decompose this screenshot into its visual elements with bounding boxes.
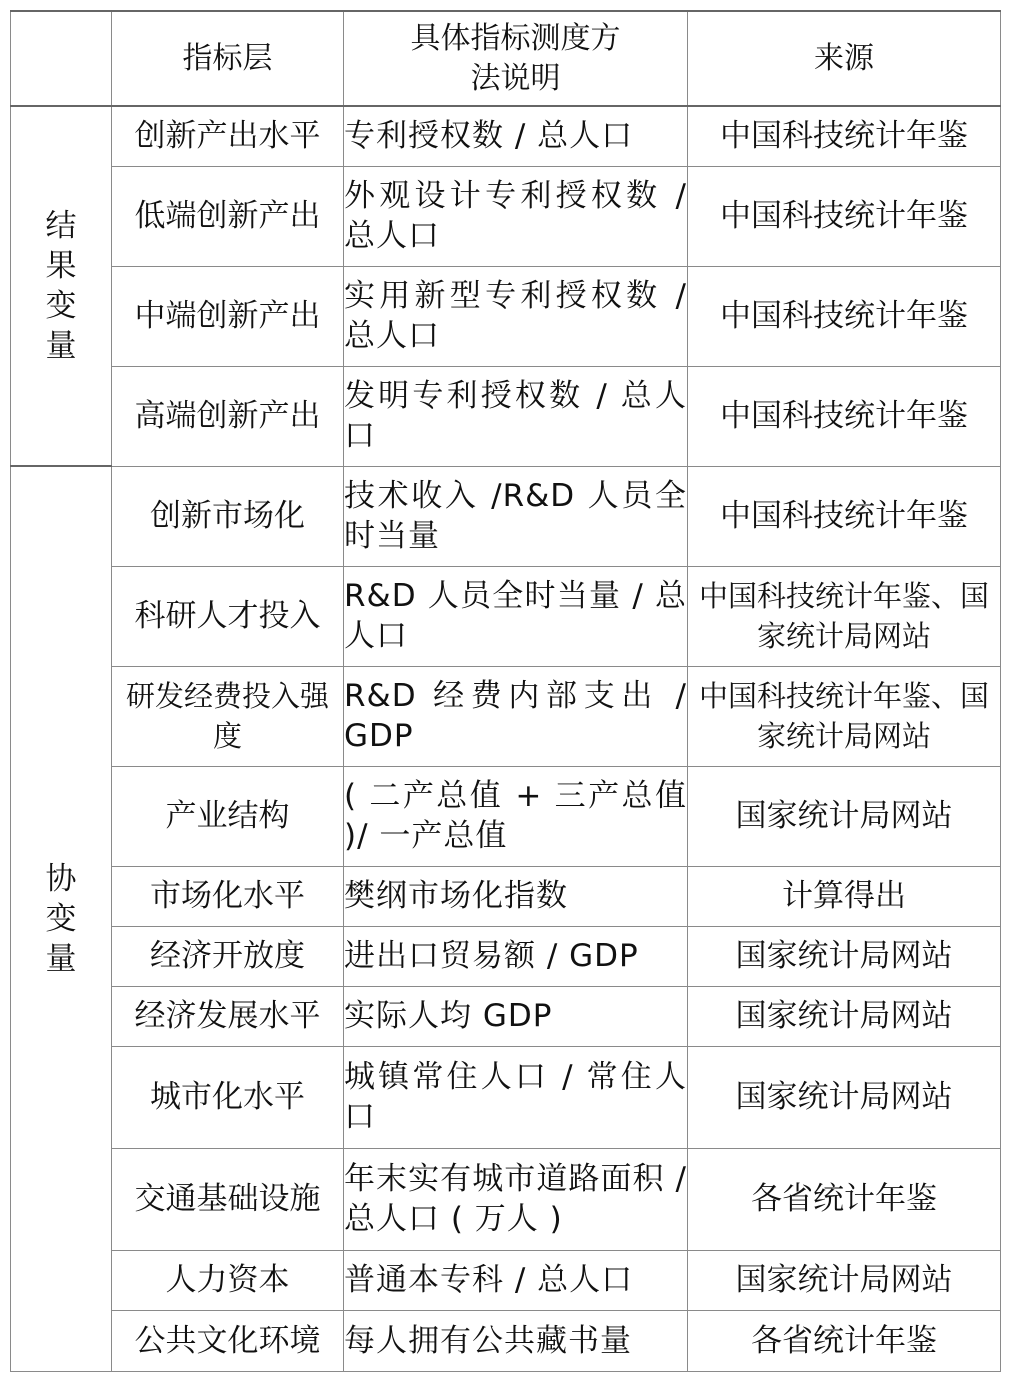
indicator-table (10, 10, 1001, 1372)
source-cell: 中国科技统计年鉴、国家统计局网站 (688, 566, 1001, 666)
source-cell: 中国科技统计年鉴 (688, 266, 1001, 366)
method-cell: 专利授权数 / 总人口 (344, 106, 688, 166)
header-indicator-layer: 指标层 (112, 11, 344, 106)
table-row (11, 366, 1001, 466)
indicator-cell: 城市化水平 (112, 1046, 344, 1148)
method-cell: 外观设计专利授权数 / 总人口 (344, 166, 688, 266)
header-source: 来源 (688, 11, 1001, 106)
indicator-cell: 研发经费投入强度 (112, 666, 344, 766)
source-cell: 中国科技统计年鉴 (688, 106, 1001, 166)
header-method (344, 11, 688, 106)
indicator-cell: 产业结构 (112, 766, 344, 866)
source-cell: 国家统计局网站 (688, 1250, 1001, 1310)
indicator-cell: 经济开放度 (112, 926, 344, 986)
indicator-cell: 公共文化环境 (112, 1310, 344, 1371)
table-row (11, 1148, 1001, 1250)
indicator-cell: 创新市场化 (112, 466, 344, 566)
table-row (11, 1046, 1001, 1148)
method-cell: 普通本专科 / 总人口 (344, 1250, 688, 1310)
header-category (11, 11, 112, 106)
table-row (11, 106, 1001, 166)
table-row (11, 566, 1001, 666)
method-cell: ( 二产总值 + 三产总值 )/ 一产总值 (344, 766, 688, 866)
table-row (11, 986, 1001, 1046)
method-cell: 城镇常住人口 / 常住人口 (344, 1046, 688, 1148)
method-cell: R&D 人员全时当量 / 总人口 (344, 566, 688, 666)
source-cell: 中国科技统计年鉴 (688, 166, 1001, 266)
source-cell: 国家统计局网站 (688, 986, 1001, 1046)
table-row (11, 266, 1001, 366)
method-cell: R&D 经费内部支出 / GDP (344, 666, 688, 766)
table-row (11, 866, 1001, 926)
category-label: 协变量 (45, 860, 77, 977)
method-cell: 每人拥有公共藏书量 (344, 1310, 688, 1371)
source-cell: 中国科技统计年鉴 (688, 466, 1001, 566)
method-cell: 实际人均 GDP (344, 986, 688, 1046)
table-row (11, 926, 1001, 986)
source-cell: 各省统计年鉴 (688, 1310, 1001, 1371)
source-cell: 国家统计局网站 (688, 1046, 1001, 1148)
indicator-cell: 中端创新产出 (112, 266, 344, 366)
table-row (11, 1250, 1001, 1310)
source-cell: 中国科技统计年鉴 (688, 366, 1001, 466)
source-cell: 国家统计局网站 (688, 926, 1001, 986)
indicator-cell: 低端创新产出 (112, 166, 344, 266)
indicator-cell: 市场化水平 (112, 866, 344, 926)
method-cell: 樊纲市场化指数 (344, 866, 688, 926)
indicator-cell: 人力资本 (112, 1250, 344, 1310)
header-method-text: 具体指标测度方法说明 (410, 20, 621, 96)
category-cell-covariates (11, 466, 112, 1371)
method-cell: 发明专利授权数 / 总人口 (344, 366, 688, 466)
indicator-cell: 科研人才投入 (112, 566, 344, 666)
table-row (11, 1310, 1001, 1371)
source-cell: 计算得出 (688, 866, 1001, 926)
source-cell: 各省统计年鉴 (688, 1148, 1001, 1250)
table-row (11, 166, 1001, 266)
source-cell: 国家统计局网站 (688, 766, 1001, 866)
category-label: 结果变量 (45, 208, 77, 364)
indicator-cell: 交通基础设施 (112, 1148, 344, 1250)
table-row (11, 766, 1001, 866)
header-row (11, 11, 1001, 106)
table-row (11, 466, 1001, 566)
indicator-cell: 经济发展水平 (112, 986, 344, 1046)
method-cell: 技术收入 /R&D 人员全时当量 (344, 466, 688, 566)
indicator-cell: 创新产出水平 (112, 106, 344, 166)
source-cell: 中国科技统计年鉴、国家统计局网站 (688, 666, 1001, 766)
method-cell: 实用新型专利授权数 / 总人口 (344, 266, 688, 366)
method-cell: 年末实有城市道路面积 / 总人口 ( 万人 ) (344, 1148, 688, 1250)
category-cell-outcome (11, 106, 112, 466)
method-cell: 进出口贸易额 / GDP (344, 926, 688, 986)
indicator-cell: 高端创新产出 (112, 366, 344, 466)
table-row (11, 666, 1001, 766)
